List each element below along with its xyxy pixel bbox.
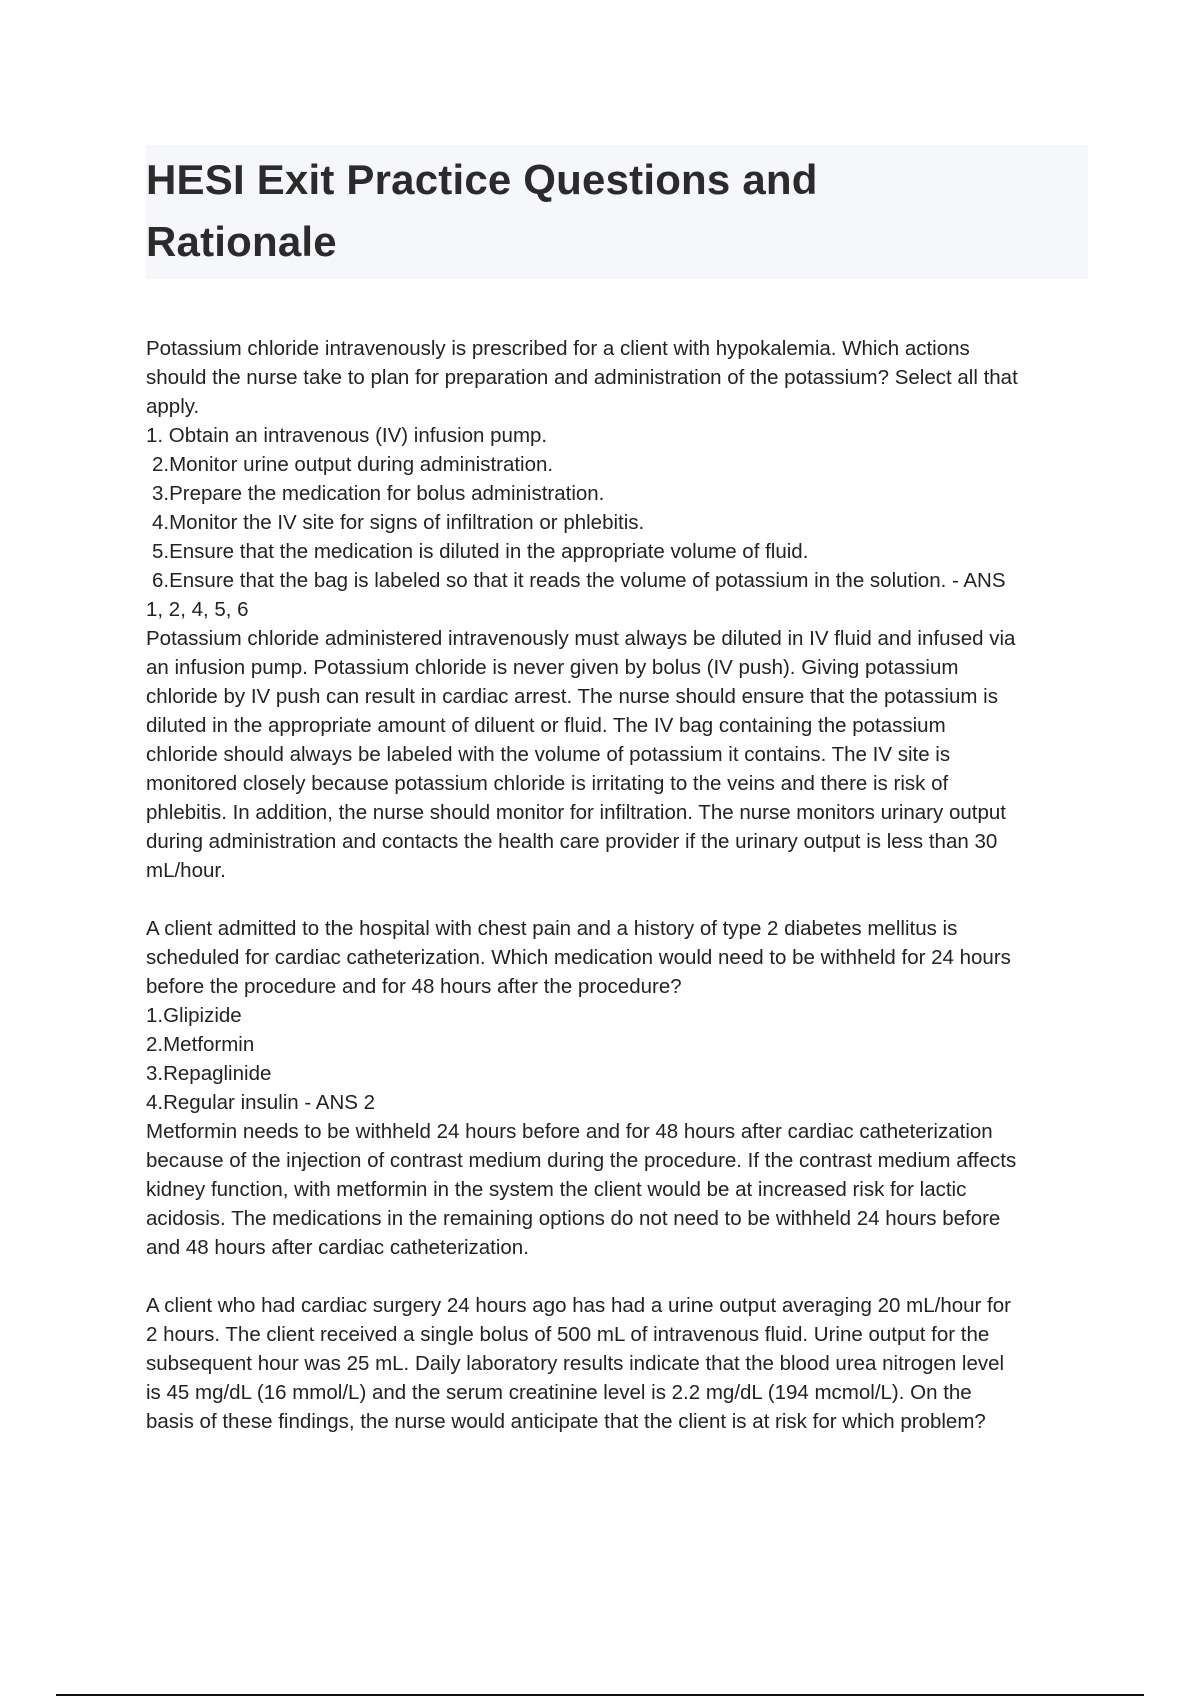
document-title: [146, 149, 1088, 273]
rationale-line: Metformin needs to be withheld 24 hours before and for 48 hours after cardiac catheterization: [146, 1120, 993, 1143]
answer-option-4: 4.Regular insulin - ANS 2: [146, 1091, 376, 1114]
rationale-line: acidosis. The medications in the remaining options do not need to be withheld 24 hours before: [146, 1207, 1001, 1230]
question-line: before the procedure and for 48 hours after the procedure?: [146, 975, 682, 998]
question-3-text: [146, 1291, 1096, 1436]
question-1-text: [146, 334, 1096, 421]
rationale-line: Potassium chloride administered intravenously must always be diluted in IV fluid and infused via: [146, 627, 1016, 650]
answer-option-5: 5.Ensure that the medication is diluted in the appropriate volume of fluid.: [152, 540, 809, 563]
rationale-line: chloride should always be labeled with the volume of potassium it contains. The IV site is: [146, 743, 951, 766]
answer-option-3: 3.Prepare the medication for bolus administration.: [152, 482, 605, 505]
document-title-line-1: HESI Exit Practice Questions and: [146, 156, 818, 203]
question-line: scheduled for cardiac catheterization. Which medication would need to be withheld for 24 hours: [146, 946, 1011, 969]
question-line: A client admitted to the hospital with chest pain and a history of type 2 diabetes mellitus is: [146, 917, 958, 940]
document-body: [146, 334, 1096, 1436]
footer-divider: [56, 1694, 1144, 1696]
question-block-3: [146, 1291, 1096, 1436]
answer-option-6: 6.Ensure that the bag is labeled so that it reads the volume of potassium in the solution. - ANS: [152, 569, 1006, 592]
answer-option-2: 2.Monitor urine output during administration.: [152, 453, 554, 476]
question-line: apply.: [146, 395, 200, 418]
answer-option-1: 1. Obtain an intravenous (IV) infusion pump.: [146, 424, 548, 447]
rationale-line: phlebitis. In addition, the nurse should monitor for infiltration. The nurse monitors urinary output: [146, 801, 1006, 824]
rationale-line: kidney function, with metformin in the system the client would be at increased risk for lactic: [146, 1178, 967, 1201]
rationale-line: monitored closely because potassium chloride is irritating to the veins and there is risk of: [146, 772, 949, 795]
answer-option-3: 3.Repaglinide: [146, 1062, 272, 1085]
question-1-answer: 1, 2, 4, 5, 6: [146, 598, 249, 621]
rationale-line: chloride by IV push can result in cardiac arrest. The nurse should ensure that the potassium is: [146, 685, 998, 708]
title-banner: [146, 145, 1088, 279]
question-line: subsequent hour was 25 mL. Daily laboratory results indicate that the blood urea nitrogen level: [146, 1352, 1005, 1375]
rationale-line: diluted in the appropriate amount of diluent or fluid. The IV bag containing the potassium: [146, 714, 946, 737]
question-1-rationale: [146, 624, 1096, 885]
answer-option-1: 1.Glipizide: [146, 1004, 242, 1027]
section-spacer: [146, 885, 1096, 914]
rationale-line: because of the injection of contrast medium during the procedure. If the contrast medium affects: [146, 1149, 1017, 1172]
rationale-line: and 48 hours after cardiac catheterization.: [146, 1236, 529, 1259]
answer-option-4: 4.Monitor the IV site for signs of infiltration or phlebitis.: [152, 511, 645, 534]
question-block-1: [146, 334, 1096, 885]
question-2-rationale: [146, 1117, 1096, 1262]
question-1-options: [146, 421, 1096, 595]
section-spacer: [146, 1262, 1096, 1291]
question-line: A client who had cardiac surgery 24 hours ago has had a urine output averaging 20 mL/hour for: [146, 1294, 1011, 1317]
rationale-line: mL/hour.: [146, 859, 226, 882]
question-line: is 45 mg/dL (16 mmol/L) and the serum creatinine level is 2.2 mg/dL (194 mcmol/L). On the: [146, 1381, 972, 1404]
question-2-text: [146, 914, 1096, 1001]
rationale-line: during administration and contacts the health care provider if the urinary output is less than 30: [146, 830, 998, 853]
rationale-line: an infusion pump. Potassium chloride is never given by bolus (IV push). Giving potassium: [146, 656, 959, 679]
question-line: 2 hours. The client received a single bolus of 500 mL of intravenous fluid. Urine output for the: [146, 1323, 990, 1346]
question-block-2: [146, 914, 1096, 1262]
question-line: Potassium chloride intravenously is prescribed for a client with hypokalemia. Which actions: [146, 337, 970, 360]
question-2-options: [146, 1001, 1096, 1117]
question-line: basis of these findings, the nurse would anticipate that the client is at risk for which problem?: [146, 1410, 986, 1433]
document-title-line-2: Rationale: [146, 218, 337, 265]
answer-option-2: 2.Metformin: [146, 1033, 255, 1056]
question-line: should the nurse take to plan for preparation and administration of the potassium? Select all that: [146, 366, 1018, 389]
